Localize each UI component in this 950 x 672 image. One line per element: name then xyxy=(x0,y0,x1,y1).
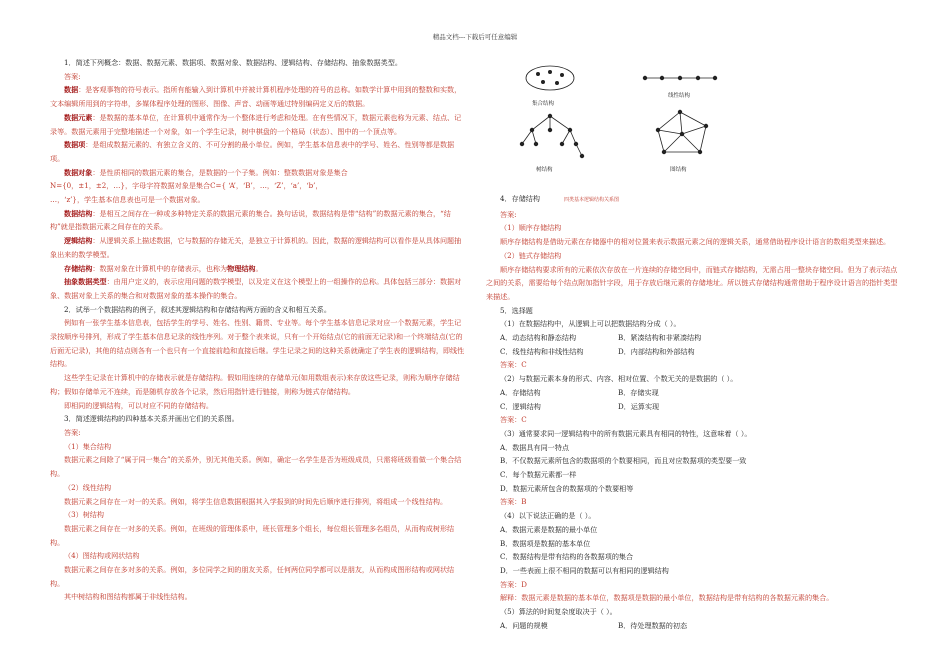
question-2: 2．试举一个数据结构的例子，叙述其逻辑结构和存储结构两方面的含义和相互关系。 xyxy=(64,304,331,314)
choice-5: （5）算法的时间复杂度取决于（ ）。 xyxy=(500,607,617,617)
def-structure: 数据结构：是相互之间存在一种或多种特定关系的数据元素的集合。换句话说，数据结构是带“结构”的数据元素的集合，“结构”就是指数据元素之间存在的关系。 xyxy=(50,208,451,232)
choice-1: （1）在数据结构中，从逻辑上可以把数据结构分成（ ）。 xyxy=(500,319,681,329)
choice-3-option-d: D．数据元素所包含的数据项的个数要相等 xyxy=(500,483,634,493)
page-header: 精品文档---下载后可任意编辑 xyxy=(432,33,518,41)
choice-2-options-2: C．逻辑结构 D．运算实现 xyxy=(500,401,660,411)
question-4: 4．存储结构 四类基本逻辑结构关系图 xyxy=(500,194,619,203)
right-column xyxy=(486,64,902,633)
choice-1-options: A．动态结构和静态结构 B．紧凑结构和非紧凑结构 xyxy=(500,333,702,343)
choice-3-option-a: A．数据具有同一特点 xyxy=(500,442,569,452)
question-1: 1．简述下列概念：数据、数据元素、数据项、数据对象、数据结构、逻辑结构、存储结构、抽象数据类型。 xyxy=(64,58,402,67)
choice-3-option-b: B．不仅数据元素所包含的数据项的个数要相同，而且对应数据项的类型要一致 xyxy=(500,456,747,466)
choice-1-options-2: C．线性结构和非线性结构 D．内部结构和外部结构 xyxy=(500,346,695,356)
structure-diagram xyxy=(510,64,902,192)
def-object-line2: N={0，±1，±2，…}，字母字符数据对象是集合C={ ‘A’，‘B’，…，‘Z’，‘a’，‘b’， xyxy=(50,181,323,191)
left-column xyxy=(50,56,468,604)
answer-label: 答案: xyxy=(500,209,517,219)
choice-2-options: A．存储结构 B．存储实现 xyxy=(500,387,659,397)
question-5: 5．选择题 xyxy=(500,305,533,315)
choice-3-option-c: C．每个数据元素都一样 xyxy=(500,470,577,480)
question-3: 3．简述逻辑结构的四种基本关系并画出它们的关系图。 xyxy=(64,414,239,424)
linear-desc: 数据元素之间存在一对一的关系。例如，将学生信息数据根据其入学报到的时间先后顺序进行排列，将组成一个线性结构。 xyxy=(64,496,448,506)
choice-5-options: A．问题的规模 B．待处理数据的初态 xyxy=(500,620,688,630)
choice-4-option-b: B．数据项是数据的基本单位 xyxy=(500,538,591,548)
set-title: （1）集合结构 xyxy=(64,441,112,451)
def-object: 数据对象：是性质相同的数据元素的集合，是数据的一个子集。例如：整数数据对象是集合 xyxy=(64,167,348,177)
choice-2: （2）与数据元素本身的形式、内容、相对位置、个数无关的是数据的（ ）。 xyxy=(500,374,738,384)
seq-title: （1）顺序存储结构 xyxy=(500,223,562,233)
tree-title: （3）树结构 xyxy=(64,510,104,520)
set-desc: 数据元素之间除了“属于同一集合”的关系外，别无其他关系。例如，确定一名学生是否为班级成员，只需将班级看做一个集合结构。 xyxy=(50,455,462,479)
choice-4-option-a: A．数据元素是数据的最小单位 xyxy=(500,524,598,534)
q2-answer-1: 例如有一张学生基本信息表，包括学生的学号、姓名、性别、籍贯、专业等。每个学生基本信息记录对应一个数据元素，学生记录按顺序号排列，形成了学生基本信息记录的线性序列。对于整个表来说，只有一个开始结点(它的前面无记录)和一个终端结点(它的后面无记录)，其他的结点则各有一个也只有一个直接前趋和直接后继。学生记录之间的这种关系就确定了学生表的逻辑结构，即线性结构。 xyxy=(50,318,465,369)
def-data: 数据：是客观事物的符号表示。指所有能输入到计算机中并被计算机程序处理的符号的总称。如数学计算中用到的整数和实数，文本编辑所用到的字符串，多媒体程序处理的图形、图像、声音、动画等通过特别编码定义后的数据。 xyxy=(50,85,462,109)
choice-4-option-d: D．一些表面上很不相同的数据可以有相同的逻辑结构 xyxy=(500,565,669,575)
graph-desc: 数据元素之间存在多对多的关系。例如，多位同学之间的朋友关系，任何两位同学都可以是朋友，从而构成图形结构或网状结构。 xyxy=(50,565,455,588)
def-element: 数据元素：是数据的基本单位，在计算机中通常作为一个整体进行考虑和处理。在有些情况下，数据元素也称为元素、结点、记录等。数据元素用于完整地描述一个对象，如一个学生记录，树中棋盘的一个格局（状态）、图中的一个顶点等。 xyxy=(50,112,462,136)
graph-figure-label: 图结构 xyxy=(670,167,687,173)
def-object-line3: …，‘z’}，学生基本信息表也可是一个数据对象。 xyxy=(50,195,205,205)
answer-label: 答案: xyxy=(64,427,81,437)
tree-desc: 数据元素之间存在一对多的关系。例如，在班级的管理体系中，班长管理多个组长，每位组长管理多名组员，从而构成树形结构。 xyxy=(50,523,455,547)
def-adt: 抽象数据类型：由用户定义的，表示应用问题的数学模型，以及定义在这个模型上的一组操作的总称。具体包括三部分：数据对象、数据对象上关系的集合和对数据对象的基本操作的集合。 xyxy=(50,277,462,300)
choice-4-answer: 答案：D xyxy=(500,579,527,589)
choice-4-explanation: 解释：数据元素是数据的基本单位，数据项是数据的最小单位，数据结构是带有结构的各数据元素的集合。 xyxy=(500,593,834,603)
linear-figure-label: 线性结构 xyxy=(668,93,691,99)
linear-title: （2）线性结构 xyxy=(64,482,112,492)
choice-4-option-c: C．数据结构是带有结构的各数据项的集合 xyxy=(500,552,634,562)
choice-1-answer: 答案：C xyxy=(500,360,527,370)
seq-desc: 顺序存储结构是借助元素在存储器中的相对位置来表示数据元素之间的逻辑关系，通常借助程序设计语言的数组类型来描述。 xyxy=(500,237,891,247)
choice-3: （3）通常要求同一逻辑结构中的所有数据元素具有相同的特性，这意味着（ ）。 xyxy=(500,428,752,438)
choice-2-answer: 答案：C xyxy=(500,415,527,425)
def-item: 数据项：是组成数据元素的、有独立含义的、不可分割的最小单位。例如，学生基本信息表中的学号、姓名、性别等都是数据项。 xyxy=(50,140,455,163)
tree-figure-label: 树结构 xyxy=(536,167,553,173)
figure-caption: 四类基本逻辑结构关系图 xyxy=(563,197,619,203)
q2-answer-2: 这些学生记录在计算机中的存储表示就是存储结构。假如用连续的存储单元(如用数组表示)来存放这些记录，则称为顺序存储结构；假如存储单元不连续，而是随机存放各个记录，然后用指针进行链接，则称为链式存储结构。 xyxy=(50,373,460,396)
link-title: （2）链式存储结构 xyxy=(500,250,562,260)
nonlinear-note: 其中树结构和图结构都属于非线性结构。 xyxy=(64,592,192,602)
set-figure-label: 集合结构 xyxy=(532,101,555,107)
def-logic: 逻辑结构：从逻辑关系上描述数据，它与数据的存储无关，是独立于计算机的。因此，数据的逻辑结构可以看作是从具体问题抽象出来的数学模型。 xyxy=(50,236,462,259)
choice-4: （4）以下说法正确的是（ ）。 xyxy=(500,511,596,521)
graph-title: （4）图结构或网状结构 xyxy=(64,551,140,561)
q2-answer-3: 即相同的逻辑结构，可以对应不同的存储结构。 xyxy=(64,400,213,410)
choice-3-answer: 答案：B xyxy=(500,497,527,507)
link-desc: 顺序存储结构要求所有的元素依次存放在一片连续的存储空间中，而链式存储结构，无需占用一整块存储空间。但为了表示结点之间的关系，需要给每个结点附加指针字段，用于存放后继元素的存储地址。所以链式存储结构通常借助于程序设计语言的指针类型来描述。 xyxy=(486,264,898,301)
def-storage: 存储结构：数据对象在计算机中的存储表示，也称为物理结构。 xyxy=(64,263,263,273)
answer-label: 答案: xyxy=(64,71,81,81)
